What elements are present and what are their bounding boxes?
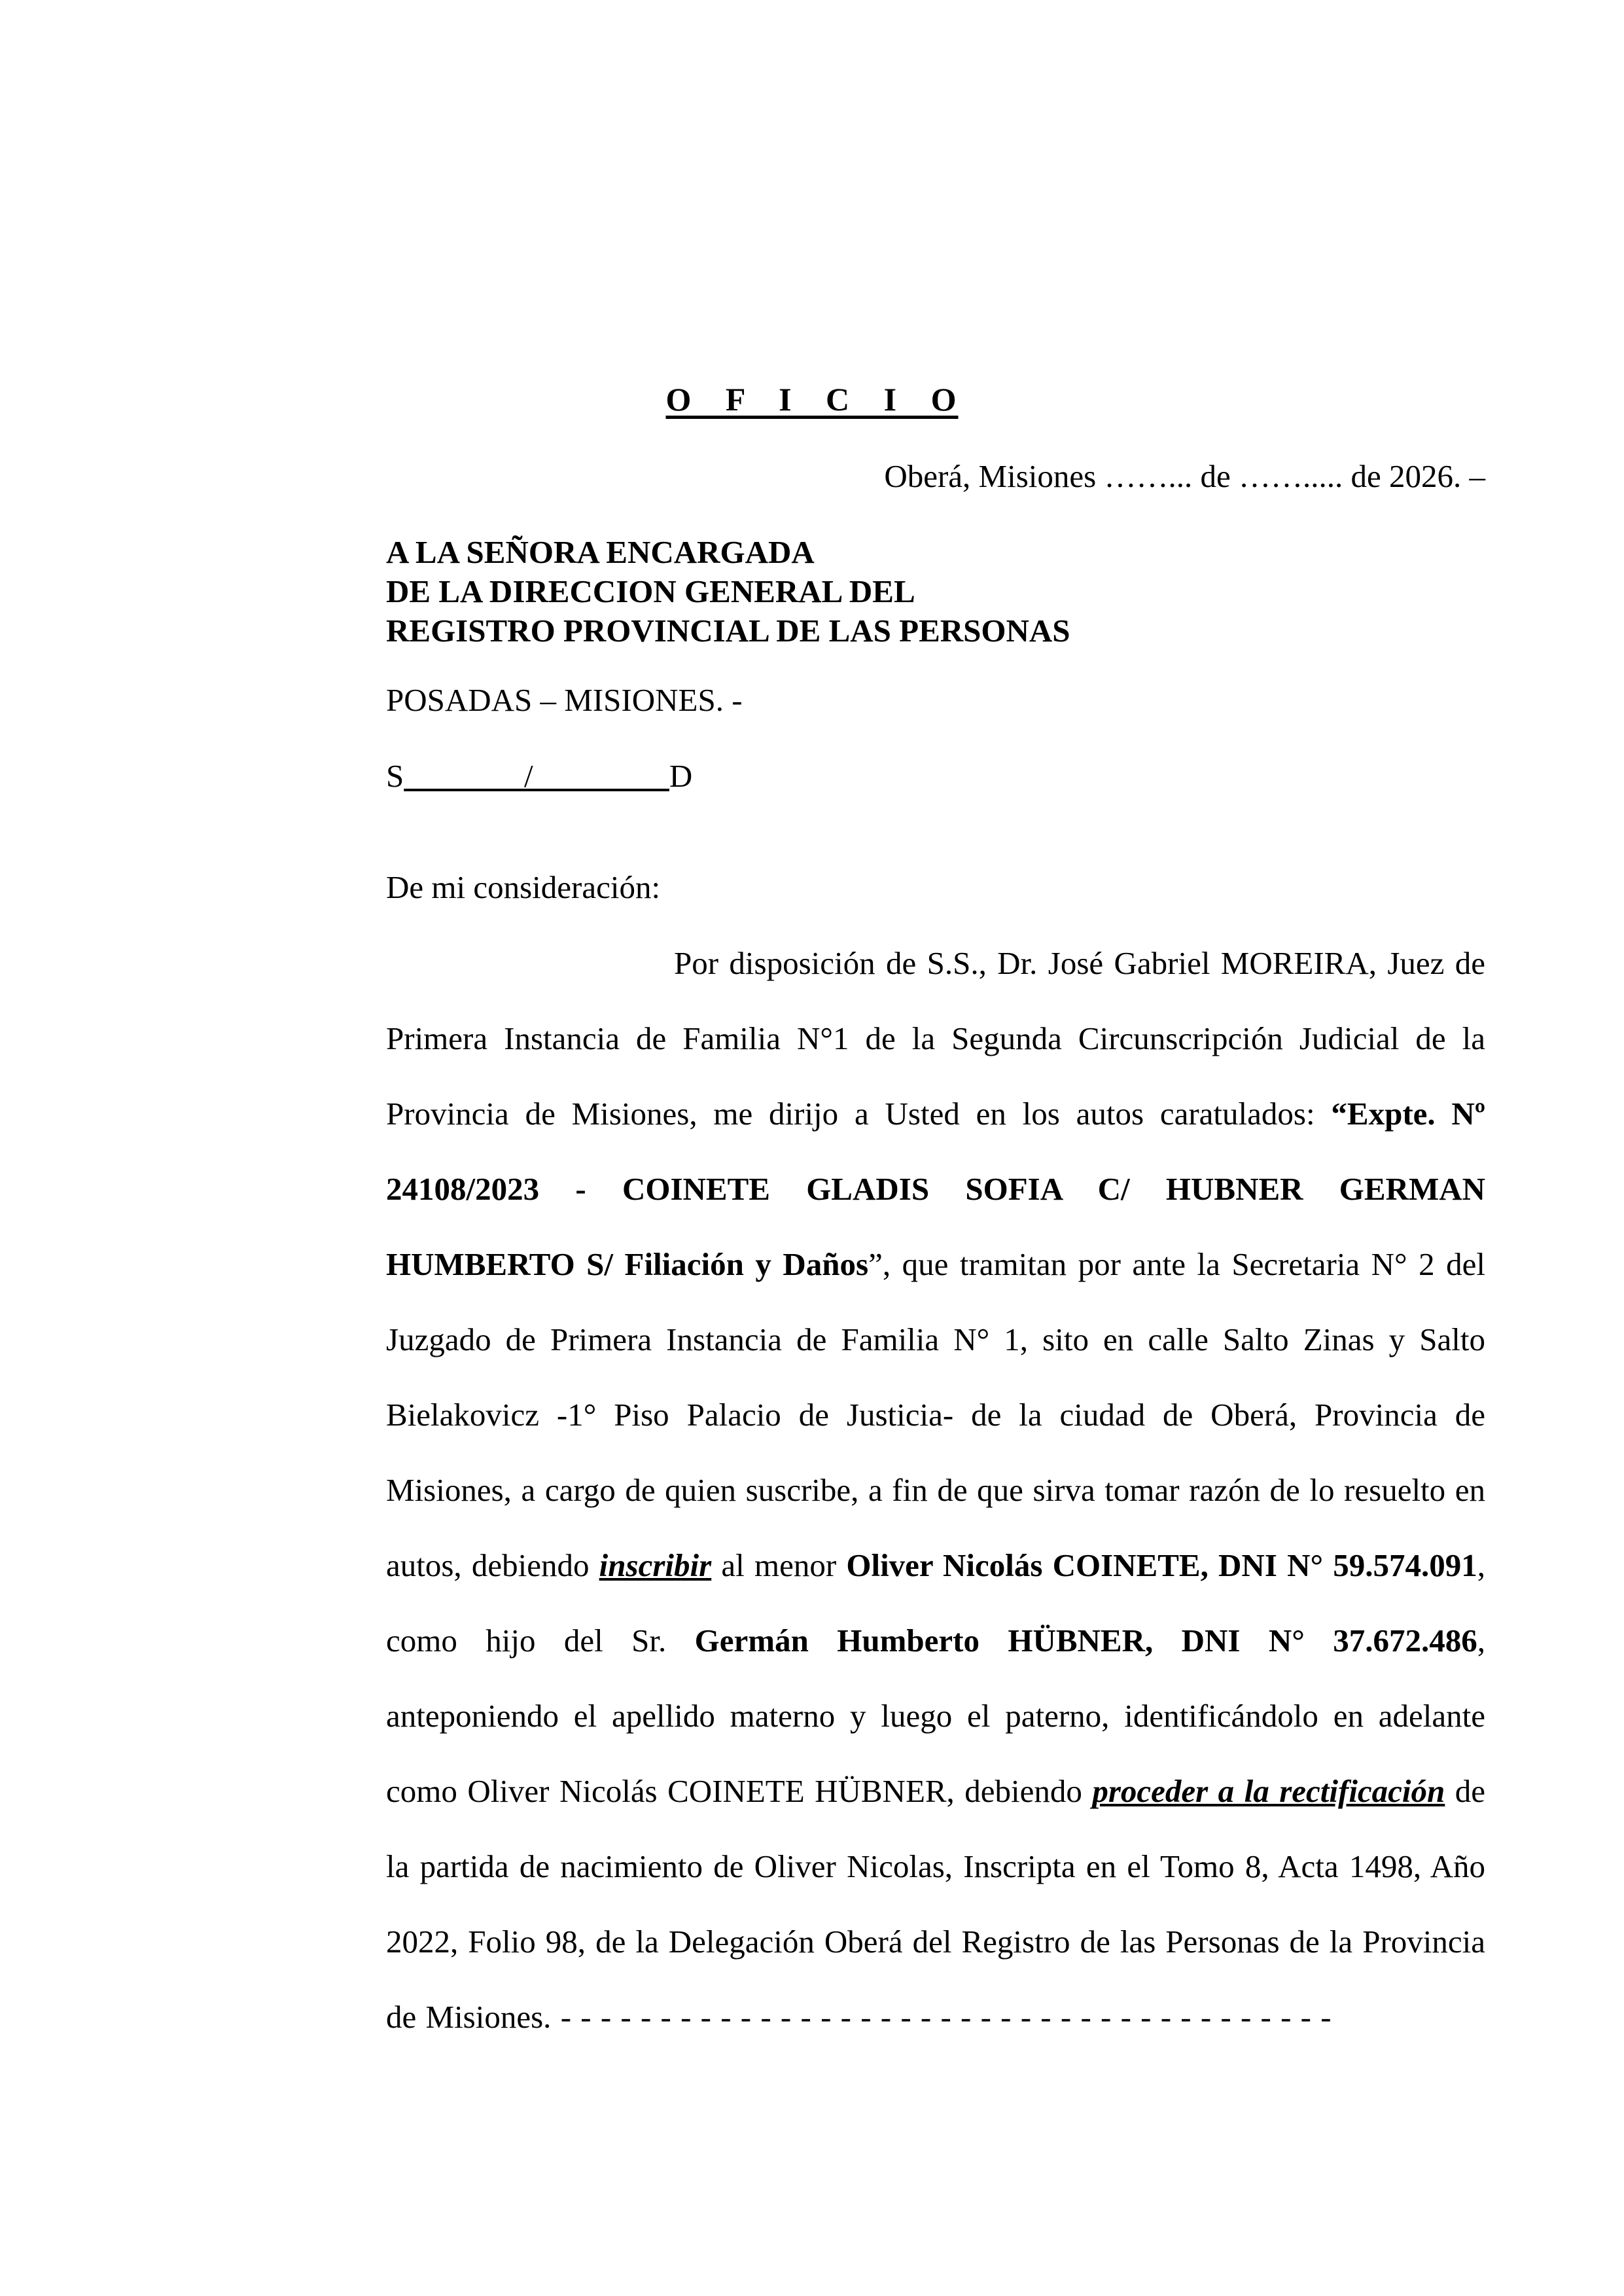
salutation-s: S bbox=[386, 758, 404, 794]
document-title-text: O F I C I O bbox=[665, 381, 959, 418]
body-text-run: al menor bbox=[711, 1547, 847, 1583]
body-text-run: Germán Humberto HÜBNER, DNI N° 37.672.486 bbox=[694, 1623, 1477, 1659]
addressee-block bbox=[386, 533, 1485, 651]
salutation-underline: / bbox=[404, 758, 669, 794]
addressee-line: A LA SEÑORA ENCARGADA bbox=[386, 534, 815, 570]
body-text-run: , como hijo del Sr. bbox=[386, 1547, 1485, 1659]
body-text-run: “Expte. Nº 24108/2023 - COINETE GLADIS SOFIA C/ HUBNER GERMAN HUMBERTO S/ Filiación y Daños bbox=[386, 1096, 1485, 1282]
salutation-line bbox=[386, 757, 1485, 796]
body-text-run: inscribir bbox=[599, 1547, 712, 1583]
body-paragraph bbox=[386, 925, 1485, 2054]
body-text-run: Por disposición de S.S., Dr. José Gabriel MOREIRA, Juez de Primera Instancia de Familia N°1 de la Segunda Circunscripción Judicial de la Provincia de Misiones, me dirijo a Usted en los autos caratulados: bbox=[386, 945, 1485, 1132]
addressee-line: REGISTRO PROVINCIAL DE LAS PERSONAS bbox=[386, 613, 1070, 649]
body-text-run: proceder a la rectificación bbox=[1092, 1773, 1445, 1809]
greeting-line: De mi consideración: bbox=[386, 869, 661, 905]
date-line: Oberá, Misiones ……... de ……..... de 2026. – bbox=[884, 458, 1485, 494]
document-title bbox=[139, 380, 1485, 419]
city-line: POSADAS – MISIONES. - bbox=[386, 682, 743, 718]
salutation-d: D bbox=[669, 758, 693, 794]
body-text-run: - - - - - - - - - - - - - - - - - - - - - - - - - - - - - - - - - - - - - - - bbox=[560, 1999, 1332, 2035]
body-text-run: Oliver Nicolás COINETE, DNI N° 59.574.091 bbox=[846, 1547, 1477, 1583]
body-text-run: , anteponiendo el apellido materno y luego el paterno, identificándolo en adelante como Oliver Nicolás COINETE HÜBNER, debiendo bbox=[386, 1623, 1485, 1809]
body-text-run: de la partida de nacimiento de Oliver Nicolas, Inscripta en el Tomo 8, Acta 1498, Año 2022, Folio 98, de la Delegación Oberá del Registro de las Personas de la Provincia de Misiones. bbox=[386, 1773, 1486, 2035]
body-text-run: ”, que tramitan por ante la Secretaria N° 2 del Juzgado de Primera Instancia de Familia N° 1, sito en calle Salto Zinas y Salto Bielakovicz -1° Piso Palacio de Justicia- de la ciudad de Oberá, Provincia de Misiones, a cargo de quien suscribe, a fin de que sirva tomar razón de lo resuelto en autos, debiendo bbox=[386, 1246, 1485, 1583]
addressee-line: DE LA DIRECCION GENERAL DEL bbox=[386, 573, 915, 609]
